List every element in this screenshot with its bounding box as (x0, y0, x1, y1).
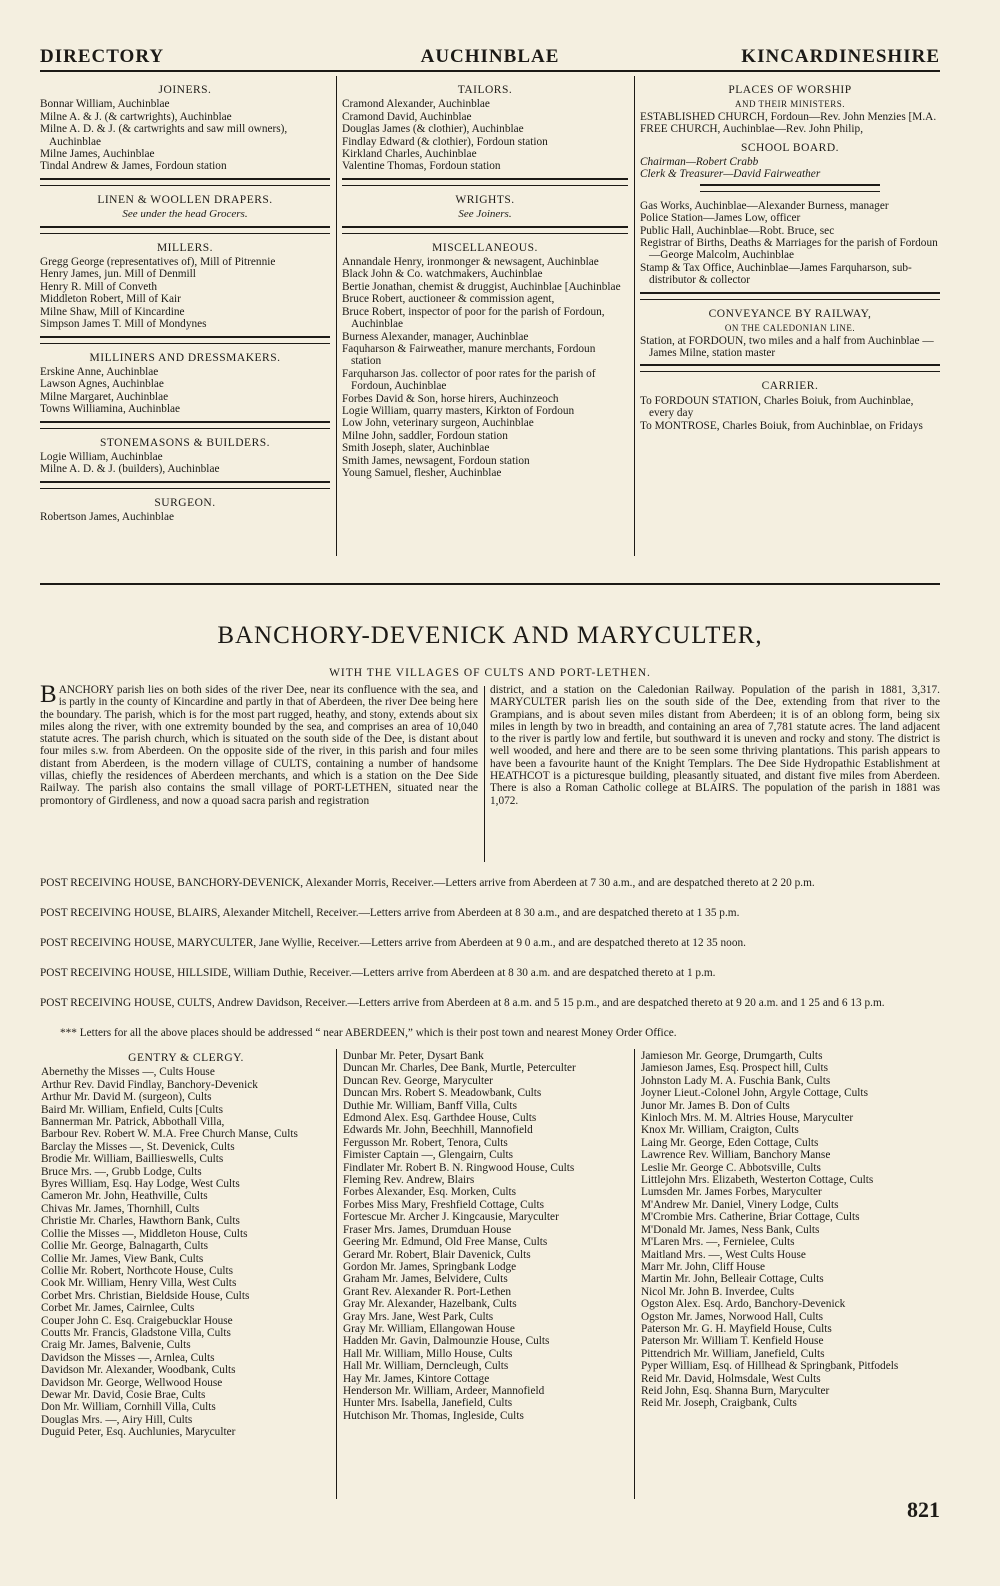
list-entry: Middleton Robert, Mill of Kair (40, 293, 181, 306)
list-entry: Cook Mr. William, Henry Villa, West Cults (41, 1277, 237, 1290)
list-entry: Collie Mr. George, Balnagarth, Cults (41, 1240, 209, 1253)
column-divider (336, 1049, 337, 1499)
list-entry: Gray Mr. Alexander, Hazelbank, Cults (343, 1298, 517, 1311)
worship-subheading: AND THEIR MINISTERS. (734, 99, 846, 110)
list-entry: Smith James, newsagent, Fordoun station (342, 454, 530, 467)
gentry-list-1 (40, 1066, 332, 1438)
millers-list (40, 256, 330, 330)
divider (40, 481, 330, 489)
list-entry: Chivas Mr. James, Thornhill, Cults (41, 1202, 200, 1215)
list-entry: Reid John, Esq. Shanna Burn, Maryculter (641, 1384, 830, 1397)
list-entry: Hall Mr. William, Millo House, Cults (343, 1347, 513, 1360)
list-entry: Bannerman Mr. Patrick, Abbothall Villa, (41, 1116, 225, 1129)
list-entry: Paterson Mr. William T. Kenfield House (641, 1335, 824, 1348)
list-entry: Police Station—James Low, officer (640, 212, 801, 225)
list-entry: Collie Mr. James, View Bank, Cults (41, 1252, 204, 1265)
list-entry: Collie Mr. Robert, Northcote House, Cults (41, 1264, 234, 1277)
list-entry: Edmond Alex. Esq. Garthdee House, Cults (343, 1112, 537, 1125)
list-entry: Farquharson Jas. collector of poor rates for the parish of Fordoun, Auchinblae (342, 367, 596, 393)
list-entry: Brodie Mr. William, Baillieswells, Cults (41, 1153, 224, 1166)
list-entry: Grant Rev. Alexander R. Port-Lethen (343, 1285, 512, 1298)
list-entry: Collie the Misses —, Middleton House, Cults (41, 1227, 248, 1240)
list-entry: Cramond Alexander, Auchinblae (342, 98, 490, 111)
list-entry: Gray Mr. William, Ellangowan House (343, 1322, 515, 1335)
list-entry: Reid Mr. David, Holmsdale, West Cults (641, 1372, 821, 1385)
section-title: BANCHORY-DEVENICK AND MARYCULTER, (217, 622, 763, 649)
milliners-heading: MILLINERS AND DRESSMAKERS. (89, 351, 281, 364)
list-entry: M'Donald Mr. James, Ness Bank, Cults (641, 1223, 820, 1236)
list-entry: Martin Mr. John, Belleair Cottage, Cults (641, 1273, 824, 1286)
list-entry: Fimister Captain —, Glengairn, Cults (343, 1149, 514, 1162)
list-entry: Don Mr. William, Cornhill Villa, Cults (41, 1401, 216, 1414)
divider (342, 226, 628, 234)
list-entry: Erskine Anne, Auchinblae (40, 365, 159, 378)
gentry-column-1 (40, 1050, 332, 1439)
paragraph-divider (484, 686, 485, 862)
list-entry: Arthur Mr. David M. (surgeon), Cults (41, 1091, 212, 1104)
column-divider (634, 76, 635, 556)
wrights-heading: WRIGHTS. (455, 193, 515, 206)
list-entry: Ogston Mr. James, Norwood Hall, Cults (641, 1310, 824, 1323)
gentry-column-3 (640, 1050, 940, 1410)
divider (342, 178, 628, 186)
stonemasons-heading: STONEMASONS & BUILDERS. (99, 436, 271, 449)
list-entry: Douglas James (& clothier), Auchinblae (342, 123, 524, 136)
list-entry: Craig Mr. James, Balvenie, Cults (41, 1339, 191, 1352)
drop-cap: B (40, 681, 57, 708)
list-entry: To MONTROSE, Charles Boiuk, from Auchinblae, on Fridays (640, 419, 923, 432)
list-entry: Lumsden Mr. James Forbes, Maryculter (641, 1186, 822, 1199)
list-entry: Marr Mr. John, Cliff House (641, 1260, 766, 1273)
list-entry: Forbes David & Son, horse hirers, Auchinzeoch (342, 392, 559, 405)
list-entry: Maitland Mrs. —, West Cults House (641, 1248, 806, 1261)
list-entry: Corbet Mrs. Christian, Bieldside House, Cults (41, 1289, 250, 1302)
list-entry: Milne A. D. & J. (& cartwrights and saw mill owners), Auchinblae (40, 123, 288, 148)
list-entry: Gregg George (representatives of), Mill of Pitrennie (40, 256, 276, 269)
list-entry: Bertie Jonathan, chemist & druggist, Auchinblae [Auchinblae (342, 280, 621, 293)
divider (700, 184, 880, 192)
list-entry: Paterson Mr. G. H. Mayfield House, Cults (641, 1322, 832, 1335)
list-entry: Fleming Rev. Andrew, Blairs (343, 1174, 475, 1187)
list-entry: Fergusson Mr. Robert, Tenora, Cults (343, 1136, 508, 1149)
list-entry: Robertson James, Auchinblae (40, 511, 174, 524)
column-divider (634, 1049, 635, 1499)
header-center: AUCHINBLAE (420, 46, 560, 67)
trades-column-1 (40, 82, 330, 524)
list-entry: Low John, veterinary surgeon, Auchinblae (342, 417, 534, 430)
joiners-heading: JOINERS. (158, 84, 212, 96)
post-house-hillside: POST RECEIVING HOUSE, HILLSIDE, William Duthie, Receiver.—Letters arrive from Aberdeen at 8 30 a.m. and are despatched thereto at 1 p.m. (40, 967, 716, 979)
divider (40, 421, 330, 429)
column-divider (336, 76, 337, 556)
carrier-heading: CARRIER. (761, 380, 819, 393)
list-entry: Public Hall, Auchinblae—Robt. Bruce, sec (640, 224, 835, 237)
intro-right-paragraph: district, and a station on the Caledonian Railway. Population of the parish in 1881, 3,317. MARYCULTER parish lies on the south side of the Dee, extending from that river to the Grampians, and is about seven miles distant from Aberdeen; it is of an oblong form, being six miles in length by two in breadth, and containing an area of 7,781 statute acres. The land adjacent to the river is partly low and fertile, but southward it is uneven and rocky and stony. The district is well wooded, and here and there are to be seen some thriving plantations. This parish appears to have been a favourite haunt of the Knight Templars. The Dee Side Hydropathic Establishment at HEATHCOT is a picturesque building, pleasantly situated, and distant five miles from Aberdeen. There is also a Roman Catholic college at BLAIRS. The population of the parish in 1881 was 1,072. (490, 684, 940, 807)
trades-column-3 (640, 82, 940, 432)
list-entry: Faquharson & Fairweather, manure merchants, Fordoun station (342, 342, 596, 368)
list-entry: Henry R. Mill of Conveth (40, 280, 158, 293)
list-entry: Davidson Mr. Alexander, Woodbank, Cults (41, 1364, 236, 1377)
list-entry: Gas Works, Auchinblae—Alexander Burness, manager (640, 199, 889, 212)
list-entry: Arthur Rev. David Findlay, Banchory-Devenick (41, 1078, 258, 1091)
railway-subheading: ON THE CALEDONIAN LINE. (724, 323, 856, 334)
list-entry: Milne John, saddler, Fordoun station (342, 429, 508, 442)
list-entry: Barclay the Misses —, St. Devenick, Cults (41, 1140, 235, 1153)
intro-left-text: ANCHORY parish lies on both sides of the river Dee, near its confluence with the sea, and is partly in the county of Kincardine and partly in that of Aberdeen, the river Dee being here the boundary. The parish, which is for the most part rugged, heathy, and stony, extends about six miles along the river, with one extremity bounded by the sea, and comprises an area of 10,040 statute acres. The parish church, which is situated on the south side of the Dee, is distant about four miles s.w. from Aberdeen. On the opposite side of the river, in this parish and four miles distant from Aberdeen, is the modern village of CULTS, containing a number of handsome villas, chiefly the residences of Aberdeen merchants, and which is a station on the Dee Side Railway. The parish also contains the small village of PORT-LETHEN, situated near the promontory of Girdleness, and now a quoad sacra parish and registration (40, 684, 478, 807)
gentry-list-2 (342, 1050, 630, 1422)
list-entry: Logie William, quarry masters, Kirkton of Fordoun (342, 404, 575, 417)
divider (640, 292, 940, 300)
list-entry: Findlay Edward (& clothier), Fordoun station (342, 135, 548, 148)
list-entry: Towns Williamina, Auchinblae (40, 403, 181, 416)
list-entry: Pyper William, Esq. of Hillhead & Springbank, Pitfodels (641, 1360, 899, 1373)
wrights-note: See Joiners. (458, 208, 512, 221)
list-entry: Tindal Andrew & James, Fordoun station (40, 160, 227, 173)
list-entry: Logie William, Auchinblae (40, 450, 163, 463)
list-entry: Edwards Mr. John, Beechhill, Mannofield (343, 1124, 533, 1137)
list-entry: Fortescue Mr. Archer J. Kingcausie, Maryculter (343, 1211, 559, 1224)
list-entry: Bruce Robert, auctioneer & commission agent, (342, 293, 555, 306)
list-entry: Stamp & Tax Office, Auchinblae—James Farquharson, sub-distributor & collector (640, 261, 912, 287)
linen-heading: LINEN & WOOLLEN DRAPERS. (97, 193, 273, 206)
list-entry: Junor Mr. James B. Don of Cults (641, 1099, 790, 1112)
carrier-list (640, 395, 940, 432)
list-entry: Corbet Mr. James, Cairnlee, Cults (41, 1302, 195, 1315)
list-entry: Findlater Mr. Robert B. N. Ringwood House, Cults (343, 1161, 575, 1174)
list-entry: Valentine Thomas, Fordoun station (342, 160, 501, 173)
divider (640, 364, 940, 372)
list-entry: Milne A. & J. (& cartwrights), Auchinblae (40, 110, 232, 123)
list-entry: Young Samuel, flesher, Auchinblae (342, 466, 502, 479)
divider (40, 178, 330, 186)
list-entry: Registrar of Births, Deaths & Marriages for the parish of Fordoun—George Malcolm, Auchinblae (640, 237, 938, 262)
list-entry: Cramond David, Auchinblae (342, 110, 472, 123)
list-entry: Milne Shaw, Mill of Kincardine (40, 305, 185, 318)
milliners-list (40, 366, 330, 416)
list-entry: Hutchison Mr. Thomas, Ingleside, Cults (343, 1409, 524, 1422)
linen-note: See under the head Grocers. (122, 208, 248, 221)
list-entry: Leslie Mr. George C. Abbotsville, Cults (641, 1161, 821, 1174)
list-entry: Abernethy the Misses —, Cults House (41, 1066, 215, 1079)
list-entry: Forbes Miss Mary, Freshfield Cottage, Cults (343, 1198, 545, 1211)
list-entry: Knox Mr. William, Craigton, Cults (641, 1124, 799, 1137)
list-entry: ESTABLISHED CHURCH, Fordoun—Rev. John Menzies [M.A. (640, 110, 937, 123)
list-entry: Kirkland Charles, Auchinblae (342, 148, 477, 161)
public-list (640, 200, 940, 287)
list-entry: Milne Margaret, Auchinblae (40, 390, 169, 403)
list-entry: To FORDOUN STATION, Charles Boiuk, from Auchinblae, every day (640, 394, 914, 420)
post-note: *** Letters for all the above places should be addressed “ near ABERDEEN,” which is their post town and nearest Money Order Office. (60, 1027, 677, 1039)
gentry-list-3 (640, 1050, 940, 1410)
list-entry: Bruce Mrs. —, Grubb Lodge, Cults (41, 1165, 202, 1178)
list-entry: Davidson Mr. George, Wellwood House (41, 1376, 223, 1389)
list-entry: Kinloch Mrs. M. M. Altries House, Maryculter (641, 1112, 854, 1125)
list-entry: Duthie Mr. William, Banff Villa, Cults (343, 1099, 517, 1112)
list-entry: Duncan Rev. George, Maryculter (343, 1074, 493, 1087)
worship-list (640, 111, 940, 136)
list-entry: Couper John C. Esq. Craigebucklar House (41, 1314, 233, 1327)
list-entry: Duncan Mr. Charles, Dee Bank, Murtle, Peterculter (343, 1062, 576, 1075)
surgeon-heading: SURGEON. (154, 496, 216, 509)
joiners-list (40, 98, 330, 172)
list-entry: Milne A. D. & J. (builders), Auchinblae (40, 463, 220, 476)
list-entry: Baird Mr. William, Enfield, Cults [Cults (41, 1103, 223, 1116)
list-entry: Clerk & Treasurer—David Fairweather (640, 168, 821, 181)
list-entry: Annandale Henry, ironmonger & newsagent, Auchinblae (342, 256, 599, 269)
list-entry: Laing Mr. George, Eden Cottage, Cults (641, 1136, 819, 1149)
post-house-banchory: POST RECEIVING HOUSE, BANCHORY-DEVENICK, Alexander Morris, Receiver.—Letters arrive from Aberdeen at 7 30 a.m., and are despatched thereto at 2 20 p.m. (40, 877, 815, 889)
list-entry: M'Andrew Mr. Daniel, Vinery Lodge, Cults (641, 1198, 839, 1211)
list-entry: Barbour Rev. Robert W. M.A. Free Church Manse, Cults (41, 1128, 298, 1141)
stonemasons-list (40, 451, 330, 476)
misc-list (342, 256, 628, 479)
list-entry: Henderson Mr. William, Ardeer, Mannofield (343, 1384, 545, 1397)
running-header (40, 40, 940, 72)
gentry-column-2 (342, 1050, 630, 1422)
list-entry: Black John & Co. watchmakers, Auchinblae (342, 268, 543, 281)
list-entry: Coutts Mr. Francis, Gladstone Villa, Cults (41, 1326, 231, 1339)
divider (40, 226, 330, 234)
list-entry: Nicol Mr. John B. Inverdee, Cults (641, 1285, 795, 1298)
list-entry: Milne James, Auchinblae (40, 148, 155, 161)
list-entry: Simpson James T. Mill of Mondynes (40, 318, 207, 331)
list-entry: Hunter Mrs. Isabella, Janefield, Cults (343, 1397, 513, 1410)
list-entry: Jamieson Mr. George, Drumgarth, Cults (641, 1050, 823, 1062)
section-subtitle: WITH THE VILLAGES OF CULTS AND PORT-LETHEN. (329, 667, 651, 679)
tailors-list (342, 98, 628, 172)
list-entry: Duguid Peter, Esq. Auchlunies, Maryculter (41, 1426, 236, 1439)
list-entry: Ogston Alex. Esq. Ardo, Banchory-Devenick (641, 1298, 846, 1311)
list-entry: M'Crombie Mrs. Catherine, Briar Cottage, Cults (641, 1211, 860, 1224)
list-entry: Bonnar William, Auchinblae (40, 98, 170, 111)
list-entry: Hall Mr. William, Derncleugh, Cults (343, 1360, 509, 1373)
railway-text: Station, at FORDOUN, two miles and a half from Auchinblae — James Milne, station master (640, 334, 934, 359)
list-entry: Bruce Robert, inspector of poor for the parish of Fordoun, Auchinblae (342, 305, 605, 331)
list-entry: Dunbar Mr. Peter, Dysart Bank (343, 1050, 484, 1062)
gentry-heading: GENTRY & CLERGY. (128, 1052, 244, 1064)
tailors-heading: TAILORS. (457, 84, 513, 96)
header-right: KINCARDINESHIRE (741, 46, 940, 67)
page-number: 821 (907, 1497, 940, 1522)
list-entry: Pittendrich Mr. William, Janefield, Cults (641, 1347, 825, 1360)
surgeon-list (40, 511, 330, 523)
list-entry: Forbes Alexander, Esq. Morken, Cults (343, 1186, 517, 1199)
list-entry: Gerard Mr. Robert, Blair Davenick, Cults (343, 1248, 531, 1261)
header-left: DIRECTORY (40, 46, 165, 67)
list-entry: Reid Mr. Joseph, Craigbank, Cults (641, 1397, 797, 1410)
school-list (640, 156, 940, 181)
list-entry: Smith Joseph, slater, Auchinblae (342, 442, 490, 455)
list-entry: Gray Mrs. Jane, West Park, Cults (343, 1310, 494, 1323)
list-entry: Johnston Lady M. A. Fuschia Bank, Cults (641, 1074, 831, 1087)
list-entry: Douglas Mrs. —, Airy Hill, Cults (41, 1413, 193, 1426)
list-entry: Lawrence Rev. William, Banchory Manse (641, 1149, 831, 1162)
list-entry: Geering Mr. Edmund, Old Free Manse, Cults (343, 1236, 548, 1249)
list-entry: Graham Mr. James, Belvidere, Cults (343, 1273, 508, 1286)
list-entry: Hay Mr. James, Kintore Cottage (343, 1372, 490, 1385)
list-entry: Dewar Mr. David, Cosie Brae, Cults (41, 1388, 206, 1401)
list-entry: Joyner Lieut.-Colonel John, Argyle Cottage, Cults (641, 1087, 868, 1100)
list-entry: Henry James, jun. Mill of Denmill (40, 268, 196, 281)
list-entry: Fraser Mrs. James, Drumduan House (343, 1223, 512, 1236)
list-entry: Duncan Mrs. Robert S. Meadowbank, Cults (343, 1087, 542, 1100)
list-entry: Davidson the Misses —, Arnlea, Cults (41, 1351, 215, 1364)
school-heading: SCHOOL BOARD. (740, 141, 840, 154)
intro-left-paragraph (40, 681, 478, 807)
list-entry: Burness Alexander, manager, Auchinblae (342, 330, 529, 343)
divider (40, 336, 330, 344)
worship-heading: PLACES OF WORSHIP (728, 84, 852, 96)
list-entry: Gordon Mr. James, Springbank Lodge (343, 1260, 517, 1273)
list-entry: Hadden Mr. Gavin, Dalmounzie House, Cults (343, 1335, 550, 1348)
misc-heading: MISCELLANEOUS. (432, 241, 538, 254)
list-entry: M'Laren Mrs. —, Fernielee, Cults (641, 1236, 795, 1249)
post-house-blairs: POST RECEIVING HOUSE, BLAIRS, Alexander Mitchell, Receiver.—Letters arrive from Aberdeen at 8 30 a.m., and are despatched thereto at 1 35 p.m. (40, 907, 740, 919)
list-entry: Chairman—Robert Crabb (640, 156, 759, 169)
list-entry: Jamieson James, Esq. Prospect hill, Cults (641, 1062, 829, 1075)
post-house-maryculter: POST RECEIVING HOUSE, MARYCULTER, Jane Wyllie, Receiver.—Letters arrive from Aberdeen at 9 0 a.m., and are despatched thereto at 12 35 noon. (40, 937, 746, 949)
section-rule (40, 583, 940, 585)
list-entry: FREE CHURCH, Auchinblae—Rev. John Philip, (640, 123, 864, 136)
millers-heading: MILLERS. (156, 241, 214, 254)
post-house-cults: POST RECEIVING HOUSE, CULTS, Andrew Davidson, Receiver.—Letters arrive from Aberdeen at 8 a.m. and 5 15 p.m., and are despatched thereto at 9 20 a.m. and 1 25 and 6 13 p.m. (40, 997, 885, 1009)
list-entry: Byres William, Esq. Hay Lodge, West Cults (41, 1178, 240, 1191)
trades-column-2 (342, 82, 628, 479)
list-entry: Christie Mr. Charles, Hawthorn Bank, Cults (41, 1215, 240, 1228)
list-entry: Lawson Agnes, Auchinblae (40, 378, 164, 391)
railway-heading: CONVEYANCE BY RAILWAY, (708, 307, 872, 320)
list-entry: Littlejohn Mrs. Elizabeth, Westerton Cottage, Cults (641, 1174, 874, 1187)
list-entry: Cameron Mr. John, Heathville, Cults (41, 1190, 208, 1203)
